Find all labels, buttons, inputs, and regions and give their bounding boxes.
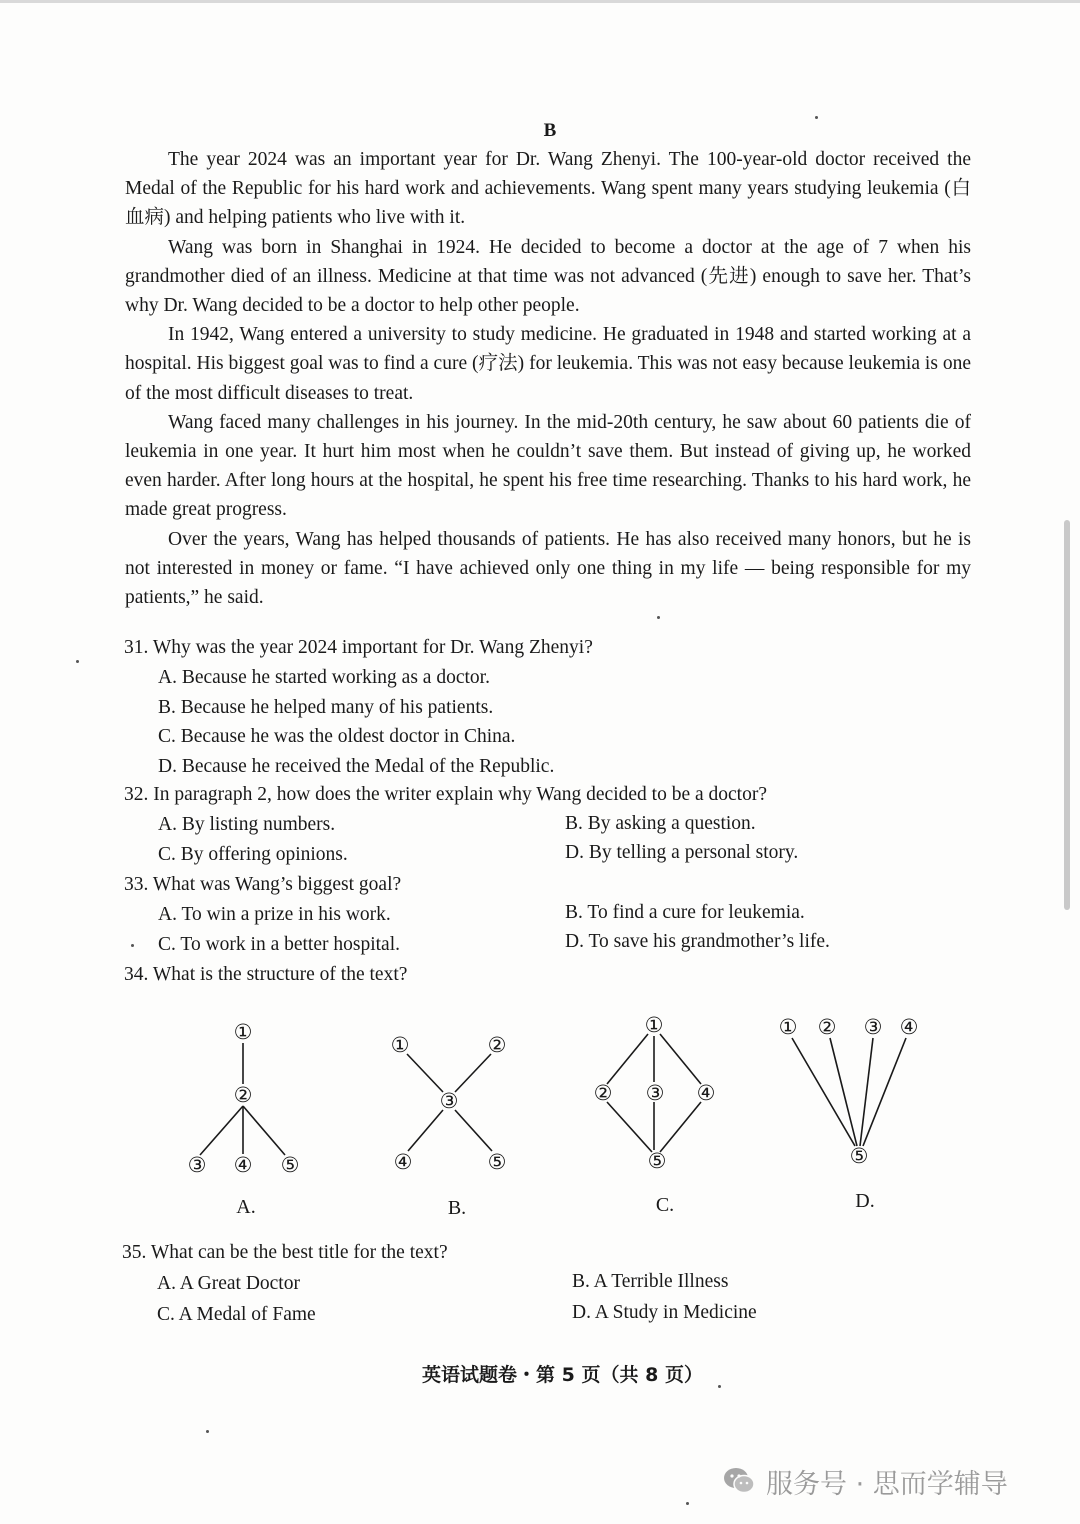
node-b-1: ① xyxy=(390,1033,410,1057)
node-d-2: ② xyxy=(817,1015,837,1039)
scan-speck xyxy=(718,1385,721,1388)
q33-option-b[interactable]: B. To find a cure for leukemia. xyxy=(565,902,805,923)
q34-option-a[interactable]: A. xyxy=(236,1196,256,1218)
q34-option-d[interactable]: D. xyxy=(855,1190,875,1212)
node-a-1: ① xyxy=(233,1020,253,1044)
node-a-5: ⑤ xyxy=(280,1153,300,1177)
q31-option-c[interactable]: C. Because he was the oldest doctor in China. xyxy=(158,726,516,747)
node-a-3: ③ xyxy=(187,1153,207,1177)
q33-option-c[interactable]: C. To work in a better hospital. xyxy=(158,934,400,955)
node-a-2: ② xyxy=(233,1083,253,1107)
q31-option-b[interactable]: B. Because he helped many of his patients. xyxy=(158,697,494,718)
q35-option-c[interactable]: C. A Medal of Fame xyxy=(157,1304,316,1325)
node-c-5: ⑤ xyxy=(647,1149,667,1173)
q33-option-d[interactable]: D. To save his grandmother’s life. xyxy=(565,931,830,952)
node-b-4: ④ xyxy=(393,1150,413,1174)
q34-option-b[interactable]: B. xyxy=(447,1197,467,1219)
node-b-5: ⑤ xyxy=(487,1150,507,1174)
node-d-1: ① xyxy=(778,1015,798,1039)
q34-option-c[interactable]: C. xyxy=(655,1194,675,1216)
q31-option-a[interactable]: A. Because he started working as a doctor. xyxy=(158,667,490,688)
page-footer: 英语试题卷・第 5 页（共 8 页） xyxy=(422,1364,703,1386)
node-d-4: ④ xyxy=(899,1015,919,1039)
q35-option-b[interactable]: B. A Terrible Illness xyxy=(572,1271,729,1292)
q33-option-a[interactable]: A. To win a prize in his work. xyxy=(158,904,391,925)
question-32: 32. In paragraph 2, how does the writer explain why Wang decided to be a doctor? xyxy=(124,784,767,805)
node-a-4: ④ xyxy=(233,1153,253,1177)
question-34: 34. What is the structure of the text? xyxy=(124,964,408,985)
scan-speck xyxy=(76,660,79,663)
paragraph-1: The year 2024 was an important year for Dr. Wang Zhenyi. The 100-year-old doctor received the Medal of the Republic for his hard work and achievements. Wang spent many years studying leukemia (白血病) and helping patients who live with it. xyxy=(125,149,971,229)
node-b-3: ③ xyxy=(439,1089,459,1113)
node-c-4: ④ xyxy=(696,1081,716,1105)
scan-speck xyxy=(686,1502,689,1505)
paragraph-5: Over the years, Wang has helped thousands of patients. He has also received many honors, but he is not interested in money or fame. “I have achieved only one thing in my life — being responsible for my patients,” he said. xyxy=(125,528,971,609)
node-b-2: ② xyxy=(487,1033,507,1057)
node-d-3: ③ xyxy=(863,1015,883,1039)
q32-option-d[interactable]: D. By telling a personal story. xyxy=(565,842,799,863)
section-label: B xyxy=(543,120,557,141)
scan-speck xyxy=(206,1430,209,1433)
paragraph-3: In 1942, Wang entered a university to study medicine. He graduated in 1948 and started working at a hospital. His biggest goal was to find a cure (疗法) for leukemia. This was not easy because leukemia is one of the most difficult diseases to treat. xyxy=(125,324,971,404)
paragraph-4: Wang faced many challenges in his journey. In the mid-20th century, he saw about 60 patients die of leukemia in one year. It hurt him most when he couldn’t save them. But instead of giving up, he worked even harder. After long hours at the hospital, he spent his free time researching. Thanks to his hard work, he made great progress. xyxy=(125,411,971,521)
question-35: 35. What can be the best title for the text? xyxy=(122,1242,448,1263)
q35-option-d[interactable]: D. A Study in Medicine xyxy=(572,1302,757,1323)
scan-speck xyxy=(131,944,134,947)
q31-option-d[interactable]: D. Because he received the Medal of the Republic. xyxy=(158,756,555,777)
question-33: 33. What was Wang’s biggest goal? xyxy=(124,874,402,895)
node-d-5: ⑤ xyxy=(849,1144,869,1168)
q32-option-c[interactable]: C. By offering opinions. xyxy=(158,844,348,865)
watermark-text: 服务号 · 思而学辅导 xyxy=(766,1468,1008,1500)
q32-option-b[interactable]: B. By asking a question. xyxy=(565,813,756,834)
q35-option-a[interactable]: A. A Great Doctor xyxy=(157,1273,300,1294)
scan-speck xyxy=(657,616,660,619)
wechat-icon xyxy=(722,1466,756,1496)
question-31: 31. Why was the year 2024 important for Dr. Wang Zhenyi? xyxy=(124,637,593,658)
q32-option-a[interactable]: A. By listing numbers. xyxy=(158,814,336,835)
watermark xyxy=(722,1463,1008,1499)
paragraph-2: Wang was born in Shanghai in 1924. He decided to become a doctor at the age of 7 when his grandmother died of an illness. Medicine at that time was not advanced (先进) enough to save her. That’s why Dr. Wang decided to be a doctor to help other people. xyxy=(125,236,971,317)
node-c-3: ③ xyxy=(645,1081,665,1105)
node-c-1: ① xyxy=(644,1013,664,1037)
scan-speck xyxy=(815,116,818,119)
node-c-2: ② xyxy=(593,1081,613,1105)
